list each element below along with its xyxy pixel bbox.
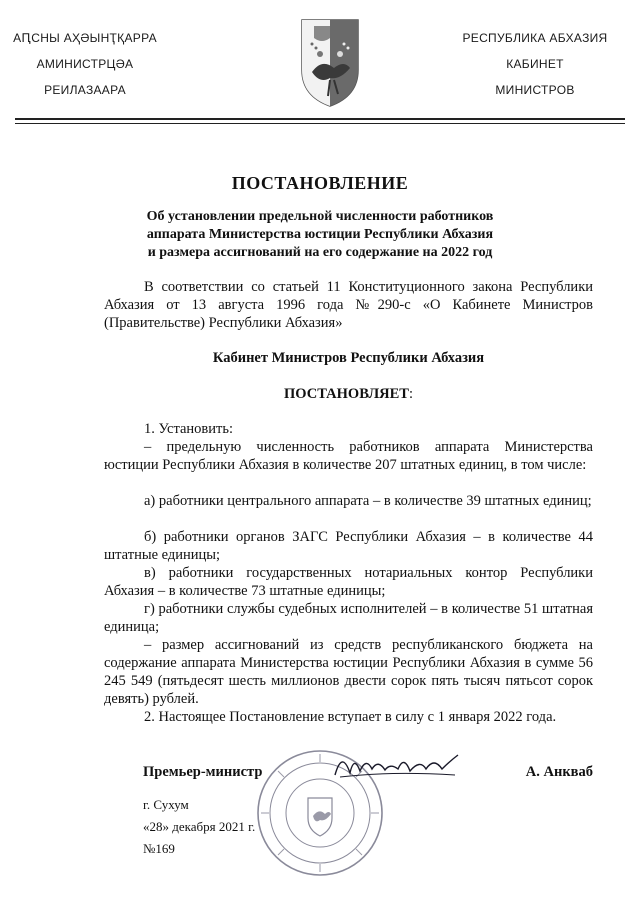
footer-city: г. Сухум: [143, 797, 189, 812]
handwritten-signature: [330, 745, 470, 785]
item-2: 2. Настоящее Постановление вступает в силу с 1 января 2022 года.: [144, 709, 557, 725]
item-b: б) работники органов ЗАГС Республики Абхазия – в количестве 44 штатные единицы;: [104, 529, 593, 563]
document-title: ПОСТАНОВЛЕНИЕ: [231, 173, 409, 193]
item-dash-1: – предельную численность работников аппарата Министерства юстиции Республики Абхазия в количестве 207 штатных единиц, в том числе:: [104, 439, 593, 473]
footer-number: №169: [143, 841, 175, 856]
resolves-word: ПОСТАНОВЛЯЕТ: [284, 386, 409, 402]
header-right-line-1: РЕСПУБЛИКА АБХАЗИЯ: [462, 31, 608, 45]
header-left-line-3: РЕИЛАЗААРА: [44, 83, 126, 97]
item-1: 1. Установить:: [144, 421, 234, 437]
coat-of-arms-emblem: [300, 18, 360, 108]
header-left-line-2: АМИНИСТРЦӘА: [36, 57, 134, 71]
header-right-line-2: КАБИНЕТ: [506, 57, 564, 71]
subtitle-line-3: и размера ассигнований на его содержание на 2022 год: [147, 245, 493, 260]
resolves-colon: :: [408, 386, 413, 402]
signatory-name: А. Анкваб: [525, 764, 593, 780]
item-v: в) работники государственных нотариальных контор Республики Абхазия – в количестве 73 штатные единицы;: [104, 565, 593, 599]
item-g: г) работники службы судебных исполнителей – в количестве 51 штатная единица;: [104, 601, 593, 635]
preamble: В соответствии со статьей 11 Конституционного закона Республики Абхазия от 13 августа 1996 года №290-с «О Кабинете Министров (Правительстве) Республики Абхазия»: [104, 279, 593, 331]
footer-date: «28» декабря 2021 г.: [143, 819, 256, 834]
header-divider-thick: [15, 118, 625, 120]
resolves-heading: [104, 385, 593, 403]
signatory-position: Премьер-министр: [143, 764, 263, 780]
authority: Кабинет Министров Республики Абхазия: [212, 350, 485, 366]
subtitle-line-2: аппарата Министерства юстиции Республики Абхазия: [146, 227, 494, 242]
header-divider-thin: [15, 123, 625, 124]
header-right-line-3: МИНИСТРОВ: [495, 83, 575, 97]
header-left-line-1: АԤСНЫ АҲӘЫНҬҚАРРА: [13, 31, 157, 45]
subtitle-line-1: Об установлении предельной численности работников: [146, 209, 494, 224]
item-dash-2: – размер ассигнований из средств республиканского бюджета на содержание аппарата Министерства юстиции Республики Абхазия в сумме 56 245 549 (пятьдесят шесть миллионов двести сорок пять тысяч пятьсот сорок девять) рублей.: [104, 637, 593, 707]
item-a: а) работники центрального аппарата – в количестве 39 штатных единиц;: [144, 493, 592, 509]
